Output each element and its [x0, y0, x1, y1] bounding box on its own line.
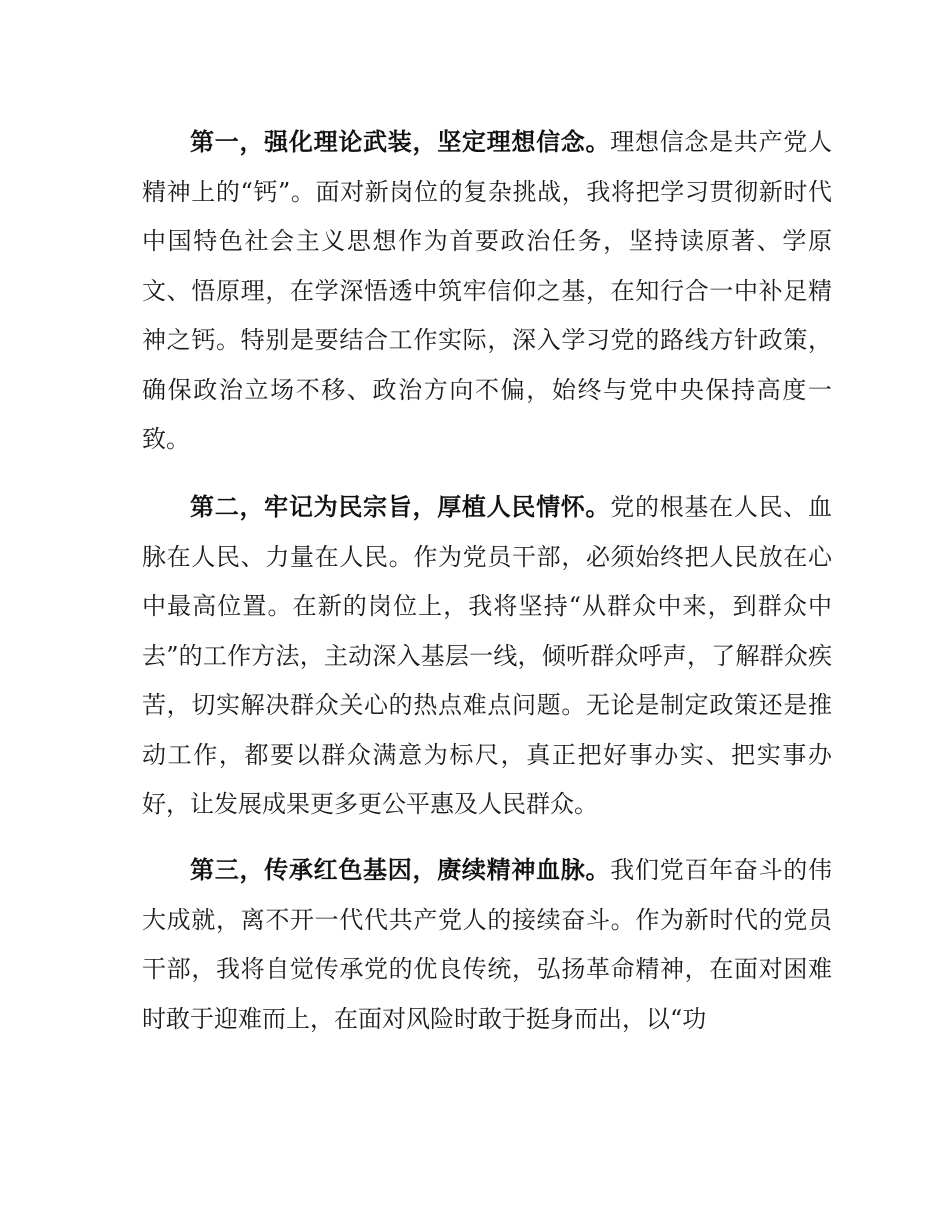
paragraph-2-body: 党的根基在人民、血脉在人民、力量在人民。作为党员干部，必须始终把人民放在心中最高位置。在新的岗位上，我将坚持“从群众中来，到群众中去”的工作方法，主动深入基层一线，倾听群众呼声，了解群众疾苦，切实解决群众关心的热点难点问题。无论是制定政策还是推动工作，都要以群众满意为标尺，真正把好事办实、把实事办好，让发展成果更多更公平惠及人民群众。	[142, 493, 833, 818]
paragraph-3-body: 我们党百年奋斗的伟大成就，离不开一代代共产党人的接续奋斗。作为新时代的党员干部，我将自觉传承党的优良传统，弘扬革命精神，在面对困难时敢于迎难而上，在面对风险时敢于挺身而出，以“功	[142, 856, 833, 1033]
paragraph-1-heading: 第一，强化理论武装，坚定理想信念。	[190, 128, 611, 156]
paragraph-2	[142, 483, 832, 830]
paragraph-3	[142, 846, 832, 1044]
paragraph-3-heading: 第三，传承红色基因，赓续精神血脉。	[190, 856, 611, 884]
paragraph-2-heading: 第二，牢记为民宗旨，厚植人民情怀。	[190, 493, 611, 521]
paragraph-1	[142, 118, 832, 465]
paragraph-1-body: 理想信念是共产党人精神上的“钙”。面对新岗位的复杂挑战，我将把学习贯彻新时代中国特色社会主义思想作为首要政治任务，坚持读原著、学原文、悟原理，在学深悟透中筑牢信仰之基，在知行合一中补足精神之钙。特别是要结合工作实际，深入学习党的路线方针政策，确保政治立场不移、政治方向不偏，始终与党中央保持高度一致。	[142, 128, 833, 453]
